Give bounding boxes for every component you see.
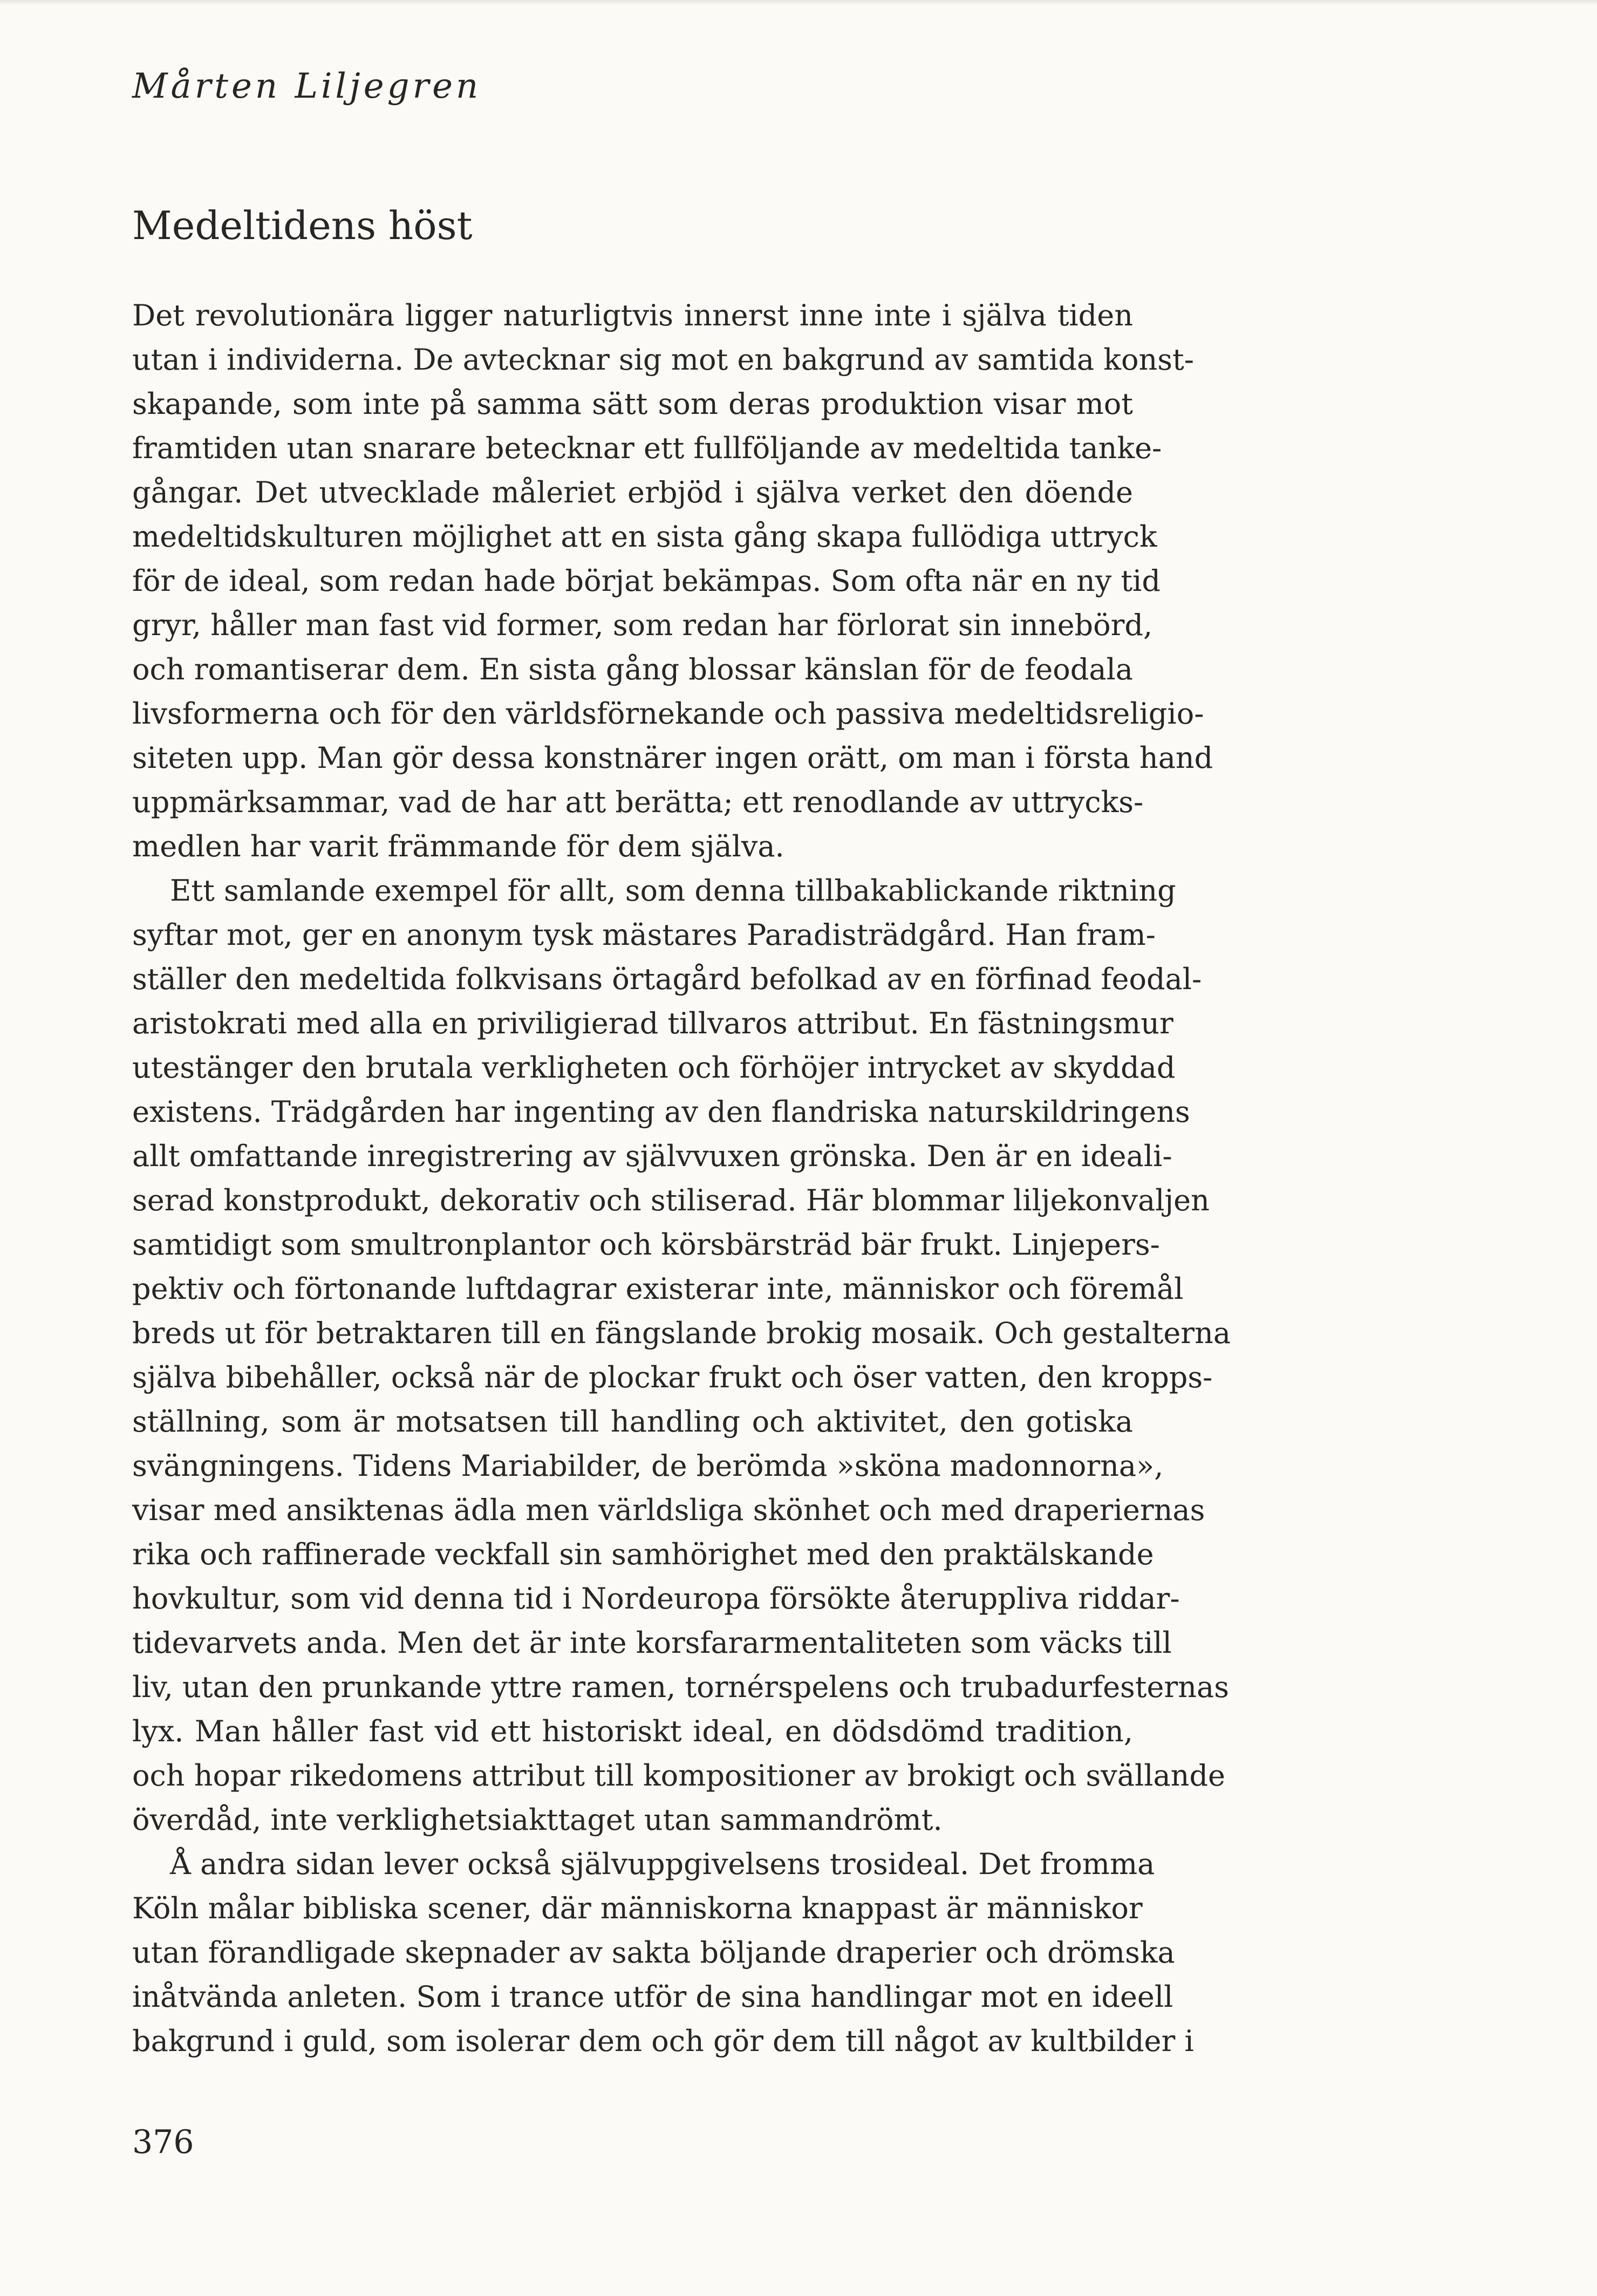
text-line: hovkultur, som vid denna tid i Nordeuropa försökte återuppliva riddar-: [132, 1582, 1180, 1616]
text-line: livsformerna och för den världsförnekande och passiva medeltidsreligio-: [132, 697, 1204, 731]
text-line: aristokrati med alla en priviligierad tillvaros attribut. En fästningsmur: [132, 1006, 1173, 1040]
text-line: Ett samlande exempel för allt, som denna tillbakablickande riktning: [170, 874, 1176, 908]
text-line: samtidigt som smultronplantor och körsbärsträd bär frukt. Linjepers-: [132, 1228, 1160, 1262]
text-line: medeltidskulturen möjlighet att en sista gång skapa fullödiga uttryck: [132, 520, 1157, 554]
article-title: Medeltidens höst: [132, 203, 473, 248]
text-line: Å andra sidan lever också självuppgivelsens trosideal. Det fromma: [170, 1847, 1155, 1881]
text-line: pektiv och förtonande luftdagrar existerar inte, människor och föremål: [132, 1272, 1184, 1306]
text-line: ställer den medeltida folkvisans örtagård befolkad av en förfinad feodal-: [132, 962, 1202, 996]
text-line: rika och raffinerade veckfall sin samhörighet med den praktälskande: [132, 1537, 1154, 1571]
text-line: breds ut för betraktaren till en fängslande brokig mosaik. Och gestalterna: [132, 1316, 1231, 1350]
text-line: överdåd, inte verklighetsiakttaget utan sammandrömt.: [132, 1803, 943, 1837]
text-line: utan förandligade skepnader av sakta böljande draperier och drömska: [132, 1936, 1175, 1970]
text-line: syftar mot, ger en anonym tysk mästares Paradisträdgård. Han fram-: [132, 918, 1156, 952]
text-line: uppmärksammar, vad de har att berätta; ett renodlande av uttrycks-: [132, 785, 1144, 819]
text-line: själva bibehåller, också när de plockar frukt och öser vatten, den kropps-: [132, 1360, 1213, 1394]
text-line: Köln målar bibliska scener, där människorna knappast är människor: [132, 1891, 1143, 1925]
text-line: bakgrund i guld, som isolerar dem och gör dem till något av kultbilder i: [132, 2024, 1194, 2058]
paragraph: [132, 1842, 1194, 2063]
text-line: siteten upp. Man gör dessa konstnärer ingen orätt, om man i första hand: [132, 741, 1213, 775]
text-line: liv, utan den prunkande yttre ramen, tornérspelens och trubadurfesternas: [132, 1670, 1229, 1704]
page-edge-shadow: [0, 0, 1597, 5]
text-line: medlen har varit främmande för dem själva.: [132, 829, 784, 863]
text-line: skapande, som inte på samma sätt som deras produktion visar mot: [132, 387, 1133, 421]
text-line: gryr, håller man fast vid former, som redan har förlorat sin innebörd,: [132, 608, 1153, 642]
text-line: lyx. Man håller fast vid ett historiskt ideal, en dödsdömd tradition,: [132, 1714, 1133, 1748]
text-line: Det revolutionära ligger naturligtvis innerst inne inte i själva tiden: [132, 298, 1133, 332]
running-header-author: Mårten Liljegren: [132, 66, 482, 106]
text-line: för de ideal, som redan hade börjat bekämpas. Som ofta när en ny tid: [132, 564, 1161, 598]
article-body: [132, 294, 1231, 2063]
text-line: gångar. Det utvecklade måleriet erbjöd i själva verket den döende: [132, 475, 1133, 509]
text-line: svängningens. Tidens Mariabilder, de berömda »sköna madonnorna»,: [132, 1449, 1164, 1483]
text-line: och romantiserar dem. En sista gång blossar känslan för de feodala: [132, 652, 1133, 686]
paragraph: [132, 869, 1231, 1842]
paragraph: [132, 294, 1213, 869]
text-line: ställning, som är motsatsen till handling och aktivitet, den gotiska: [132, 1405, 1133, 1439]
page-number: 376: [132, 2123, 194, 2161]
text-line: serad konstprodukt, dekorativ och stiliserad. Här blommar liljekonvaljen: [132, 1183, 1210, 1217]
text-line: utan i individerna. De avtecknar sig mot en bakgrund av samtida konst-: [132, 343, 1194, 377]
text-line: framtiden utan snarare betecknar ett fullföljande av medeltida tanke-: [132, 431, 1162, 465]
text-line: inåtvända anleten. Som i trance utför de sina handlingar mot en ideell: [132, 1980, 1173, 2014]
text-line: visar med ansiktenas ädla men världsliga skönhet och med draperiernas: [132, 1493, 1205, 1527]
text-line: allt omfattande inregistrering av självvuxen grönska. Den är en ideali-: [132, 1139, 1172, 1173]
text-line: tidevarvets anda. Men det är inte korsfararmentaliteten som väcks till: [132, 1626, 1172, 1660]
text-line: existens. Trädgården har ingenting av den flandriska naturskildringens: [132, 1095, 1190, 1129]
text-line: utestänger den brutala verkligheten och förhöjer intrycket av skyddad: [132, 1051, 1176, 1085]
text-line: och hopar rikedomens attribut till kompositioner av brokigt och svällande: [132, 1759, 1225, 1793]
